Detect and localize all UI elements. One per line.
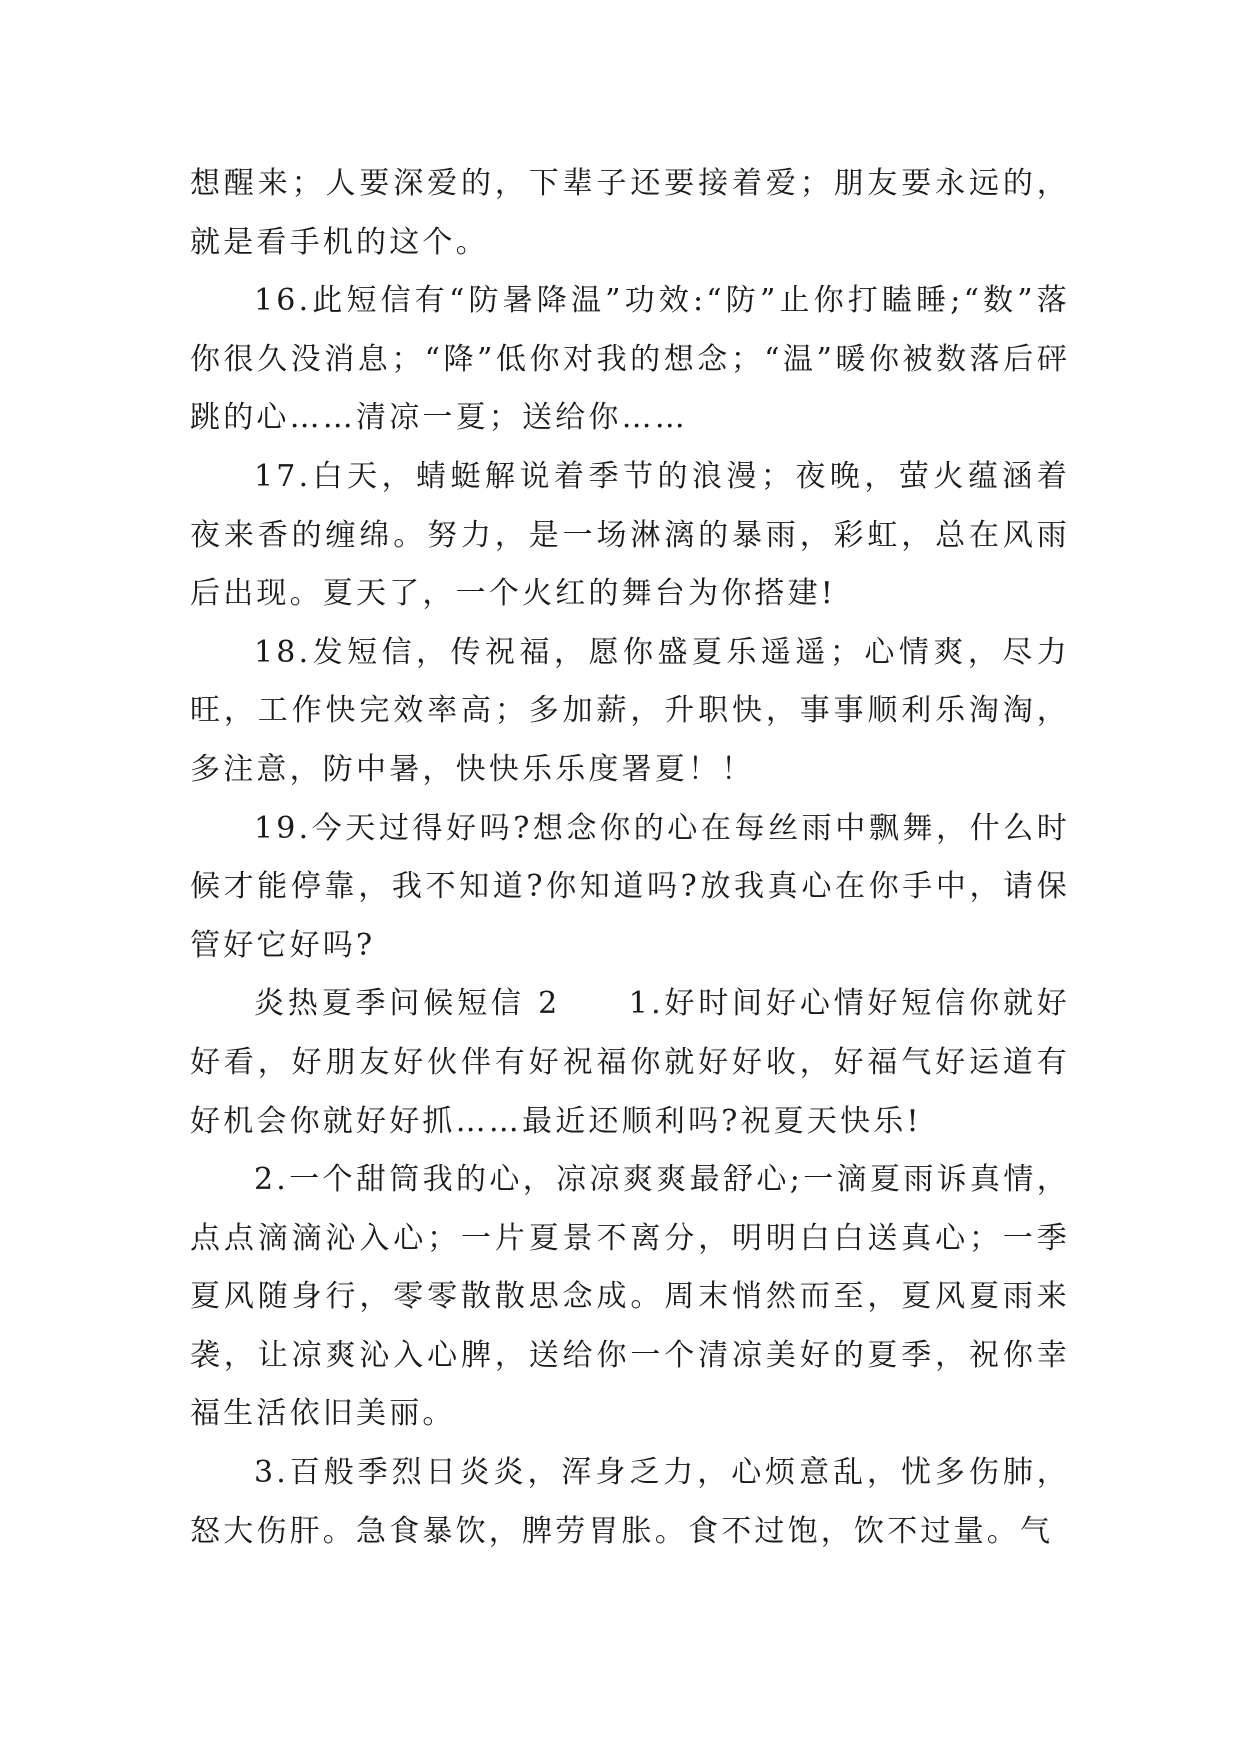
paragraph-item-2: 2.一个甜筒我的心，凉凉爽爽最舒心;一滴夏雨诉真情，点点滴滴沁入心；一片夏景不离分，明明白白送真心；一季夏风随身行，零零散散思念成。周末悄然而至，夏风夏雨来袭，让凉爽沁入心脾，送给你一个清凉美好的夏季，祝你幸福生活依旧美丽。 — [190, 1162, 1070, 1432]
paragraph-continuation: 想醒来；人要深爱的，下辈子还要接着爱；朋友要永远的，就是看手机的这个。 — [190, 166, 1070, 260]
paragraph-section-2-item-1: 炎热夏季问候短信 2 1.好时间好心情好短信你就好好看，好朋友好伙伴有好祝福你就好好收，好福气好运道有好机会你就好好抓……最近还顺利吗?祝夏天快乐! — [190, 986, 1070, 1139]
paragraph-item-16: 16.此短信有“防暑降温”功效:“防”止你打瞌睡;“数”落你很久没消息；“降”低你对我的想念；“温”暖你被数落后砰跳的心……清凉一夏；送给你…… — [190, 283, 1070, 436]
paragraph-item-19: 19.今天过得好吗?想念你的心在每丝雨中飘舞，什么时候才能停靠，我不知道?你知道吗?放我真心在你手中，请保管好它好吗? — [190, 810, 1070, 963]
paragraph-item-18: 18.发短信，传祝福，愿你盛夏乐遥遥；心情爽，尽力旺，工作快完效率高；多加薪，升职快，事事顺利乐淘淘，多注意，防中暑，快快乐乐度署夏！！ — [190, 634, 1070, 787]
paragraph-item-17: 17.白天，蜻蜓解说着季节的浪漫；夜晚，萤火蕴涵着夜来香的缠绵。努力，是一场淋漓的暴雨，彩虹，总在风雨后出现。夏天了，一个火红的舞台为你搭建! — [190, 458, 1070, 612]
document-body — [190, 155, 1070, 1561]
paragraph-item-3: 3.百般季烈日炎炎，浑身乏力，心烦意乱，忧多伤肺，怒大伤肝。急食暴饮，脾劳胃胀。食不过饱，饮不过量。气 — [190, 1455, 1070, 1549]
